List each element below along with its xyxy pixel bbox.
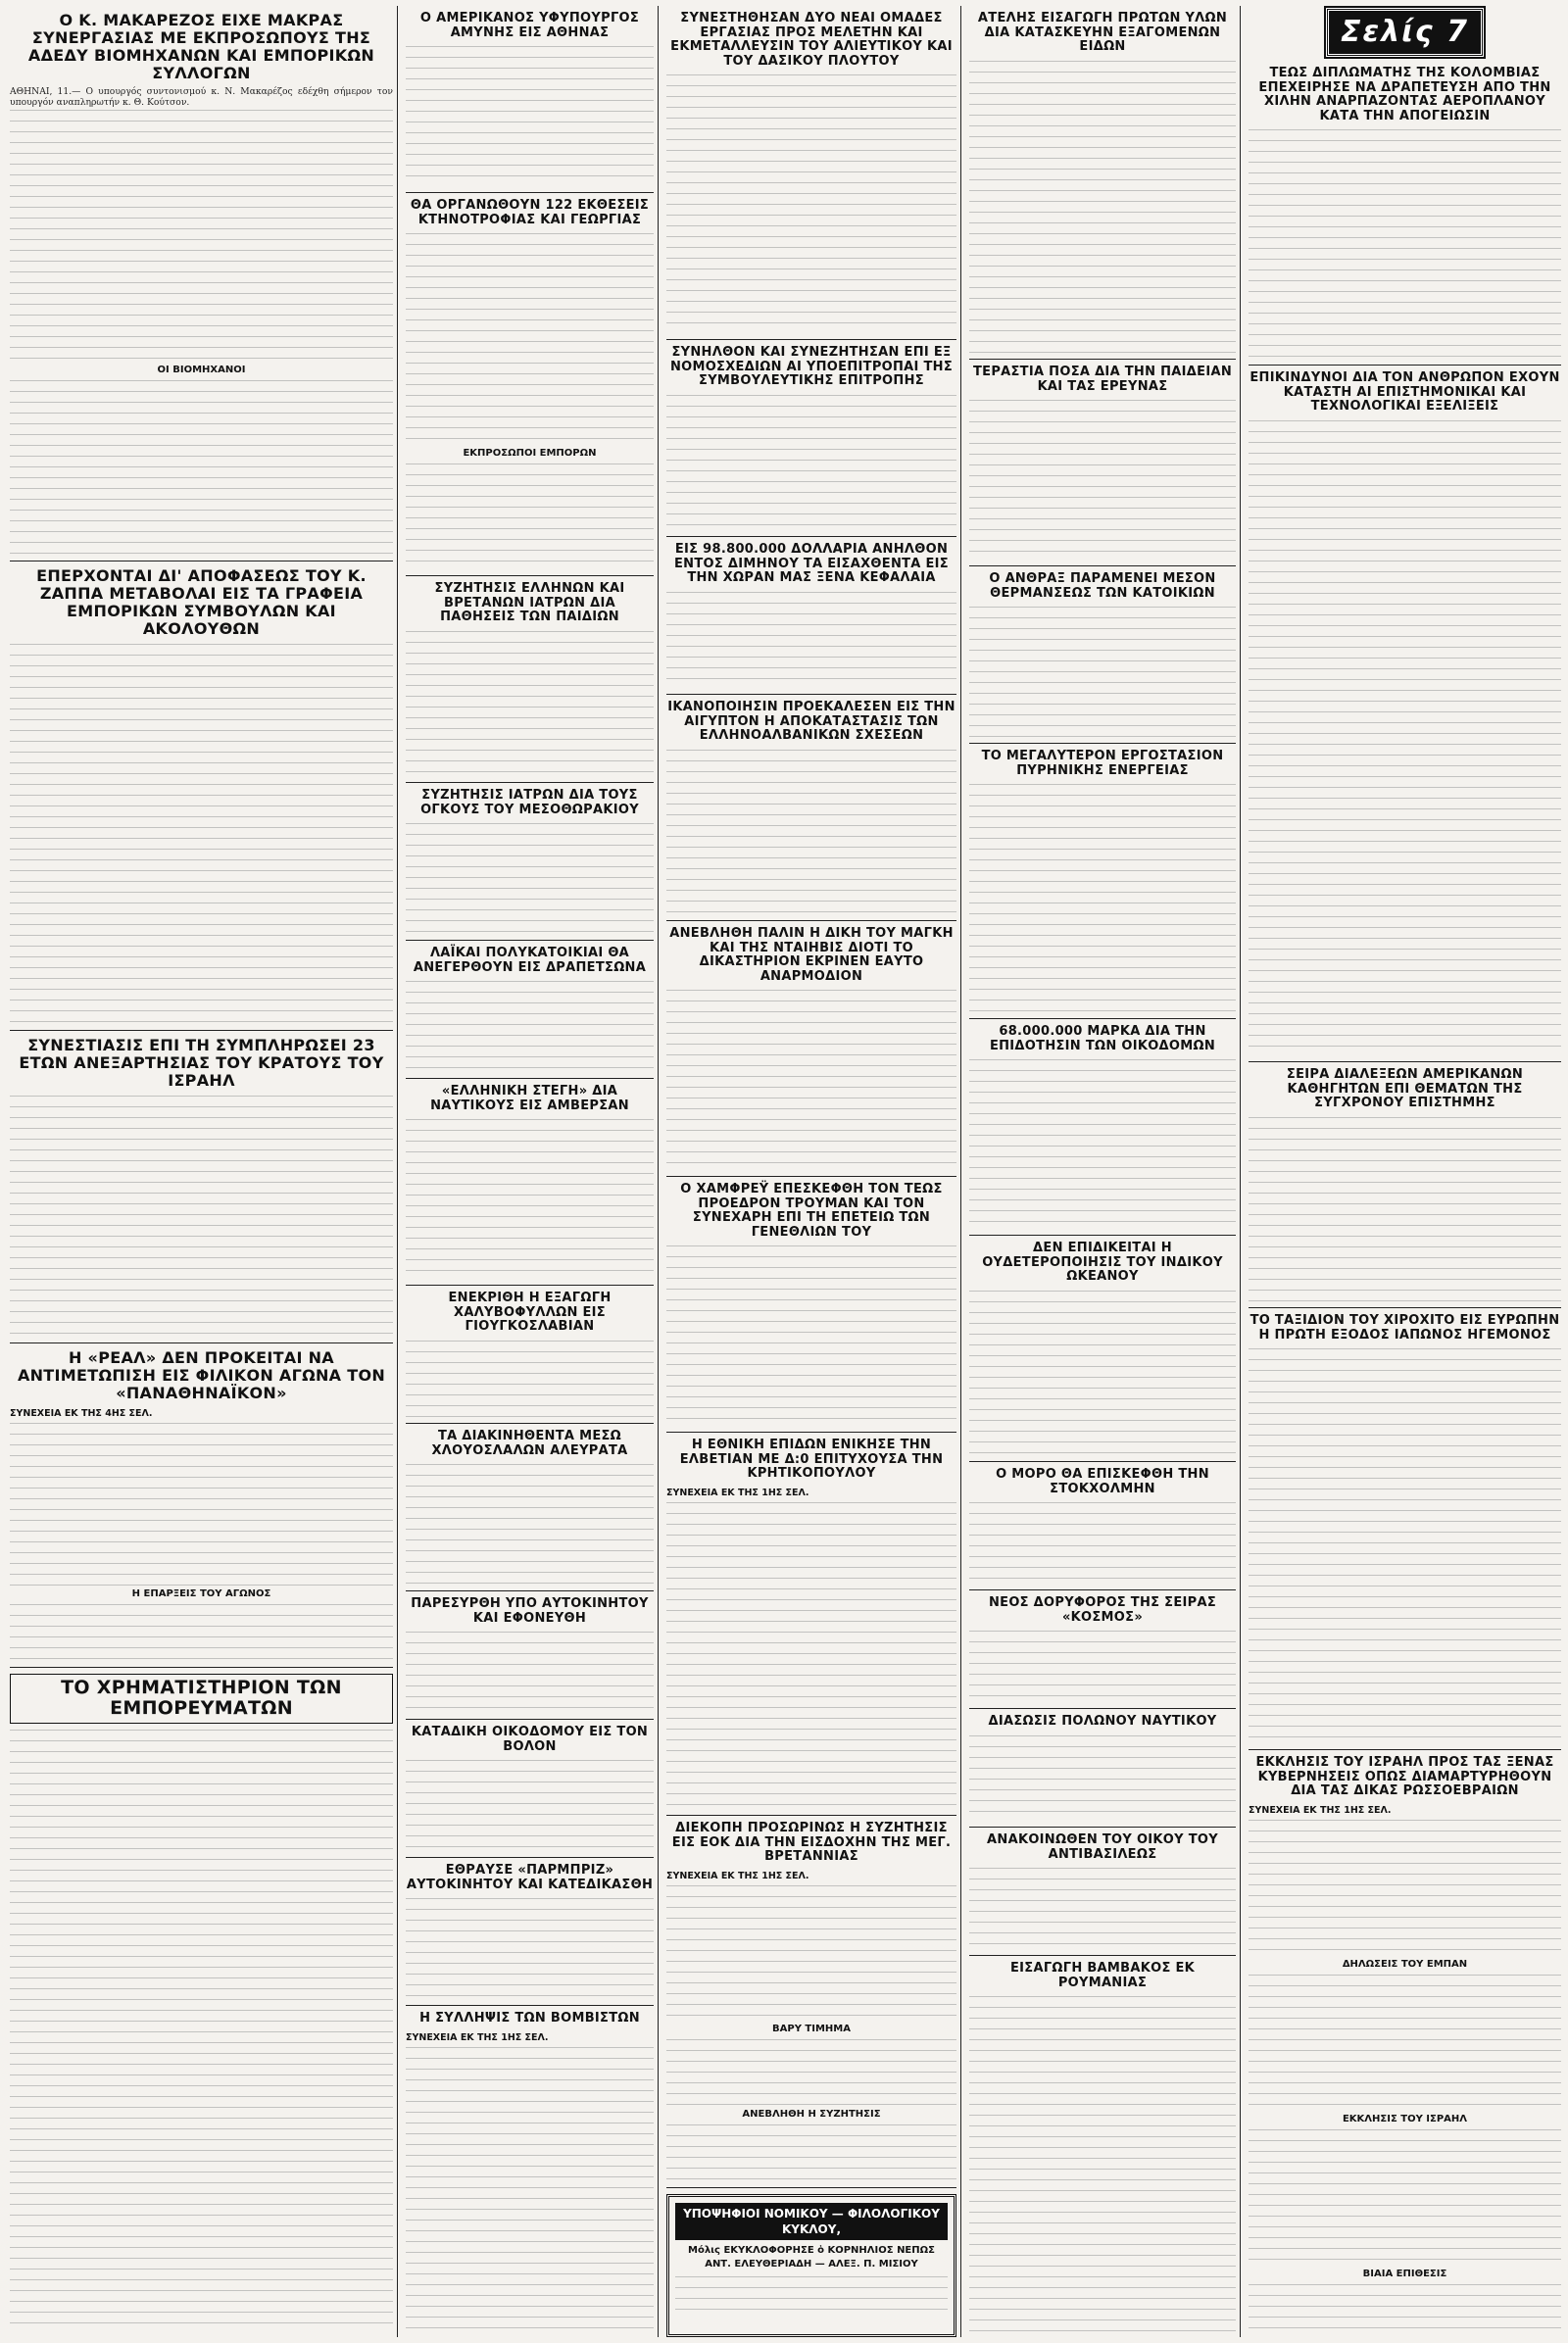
article-foreign-capital <box>666 537 956 695</box>
column-3 <box>662 6 961 2337</box>
headline: ΕΙΣ 98.800.000 ΔΟΛΛΑΡΙΑ ΑΝΗΛΘΟΝ ΕΝΤΟΣ ΔΙΜΗΝΟΥ ΤΑ ΕΙΣΑΧΘΕΝΤΑ ΕΙΣ ΤΗΝ ΧΩΡΑΝ ΜΑΣ ΞΕΝΑ ΚΕΦΑΛΑΙΑ <box>674 542 949 586</box>
headline: Η ΣΥΛΛΗΨΙΣ ΤΩΝ ΒΟΜΒΙΣΤΩΝ <box>419 2011 640 2026</box>
article-exhibitions <box>406 193 654 576</box>
headline: ΣΕΙΡΑ ΔΙΑΛΕΞΕΩΝ ΑΜΕΡΙΚΑΝΩΝ ΚΑΘΗΓΗΤΩΝ ΕΠΙ ΘΕΜΑΤΩΝ ΤΗΣ ΣΥΓΧΡΟΝΟΥ ΕΠΙΣΤΗΜΗΣ <box>1286 1067 1524 1111</box>
article-commodities-exchange <box>10 1668 393 2337</box>
body-text-lines <box>666 2123 956 2181</box>
subheading: Η ΕΠΑΡΞΕΙΣ ΤΟΥ ΑΓΩΝΟΣ <box>131 1588 271 1599</box>
article-coal-heating <box>969 566 1236 744</box>
subheading: ΕΚΠΡΟΣΩΠΟΙ ΕΜΠΟΡΩΝ <box>463 448 597 459</box>
headline: ΑΝΕΒΛΗΘΗ ΠΑΛΙΝ Η ΔΙΚΗ ΤΟΥ ΜΑΓΚΗ ΚΑΙ ΤΗΣ ΝΤΑΙΗΒΙΣ ΔΙΟΤΙ ΤΟ ΔΙΚΑΣΤΗΡΙΟΝ ΕΚΡΙΝΕΝ ΕΑΥΤΟ ΑΝΑΡΜΟΔΙΟΝ <box>669 926 954 984</box>
body-text-lines <box>969 1866 1236 1949</box>
column-2 <box>402 6 659 2337</box>
body-text-lines <box>666 1883 956 2021</box>
article-68-million-marks <box>969 1019 1236 1236</box>
continuation-label: ΣΥΝΕΧΕΙΑ ΕΚ ΤΗΣ 1ΗΣ ΣΕΛ. <box>1249 1804 1392 1816</box>
headline: Ο ΑΜΕΡΙΚΑΝΟΣ ΥΦΥΠΟΥΡΓΟΣ ΑΜΥΝΗΣ ΕΙΣ ΑΘΗΝΑΣ <box>419 11 640 40</box>
column-5 <box>1245 6 1565 2337</box>
body-text-lines <box>1249 2282 1561 2331</box>
body-text-lines <box>406 1462 654 1585</box>
headline: ΣΥΝΕΣΤΗΘΗΣΑΝ ΔΥΟ ΝΕΑΙ ΟΜΑΔΕΣ ΕΡΓΑΣΙΑΣ ΠΡΟΣ ΜΕΛΕΤΗΝ ΚΑΙ ΕΚΜΕΤΑΛΛΕΥΣΙΝ ΤΟΥ ΑΛΙΕΥΤΙΚΟΥ ΚΑΙ ΤΟΥ ΔΑΣΙΚΟΥ ΠΛΟΥΤΟΥ <box>670 11 953 69</box>
body-text-lines <box>969 1500 1236 1584</box>
article-zappas <box>10 561 393 1031</box>
article-kosmos-satellite <box>969 1590 1236 1709</box>
headline: ΣΥΝΕΣΤΙΑΣΙΣ ΕΠΙ ΤΗ ΣΥΜΠΛΗΡΩΣΕΙ 23 ΕΤΩΝ ΑΝΕΞΑΡΤΗΣΙΑΣ ΤΟΥ ΚΡΑΤΟΥΣ ΤΟΥ ΙΣΡΑΗΛ <box>19 1036 384 1090</box>
body-text-lines <box>1249 1346 1561 1743</box>
article-science-dangers <box>1249 366 1561 1062</box>
article-colombia-diplomat <box>1249 61 1561 366</box>
body-text-lines <box>406 1896 654 1999</box>
headline: Ο ΜΟΡΟ ΘΑ ΕΠΙΣΚΕΦΘΗ ΤΗΝ ΣΤΟΚΧΟΛΜΗΝ <box>996 1467 1209 1496</box>
article-real-panathinaikos <box>10 1343 393 1668</box>
headline: ΤΟ ΜΕΓΑΛΥΤΕΡΟΝ ΕΡΓΟΣΤΑΣΙΟΝ ΠΥΡΗΝΙΚΗΣ ΕΝΕΡΓΕΙΑΣ <box>981 749 1224 778</box>
article-hirohito-europe <box>1249 1308 1561 1750</box>
body-text-lines <box>1249 2127 1561 2266</box>
subheading: ΕΚΚΛΗΣΙΣ ΤΟΥ ΙΣΡΑΗΛ <box>1342 2113 1468 2124</box>
headline: ΔΙΑΣΩΣΙΣ ΠΟΛΩΝΟΥ ΝΑΥΤΙΚΟΥ <box>988 1714 1217 1729</box>
subheading: ΔΗΛΩΣΕΙΣ ΤΟΥ ΕΜΠΑΝ <box>1342 1958 1468 1970</box>
body-text-lines <box>666 988 956 1170</box>
article-education-research <box>969 360 1236 566</box>
article-drapetsona <box>406 941 654 1079</box>
article-nuclear-plant <box>969 744 1236 1019</box>
headline: Η ΕΘΝΙΚΗ ΕΠΙΔΩΝ ΕΝΙΚΗΣΕ ΤΗΝ ΕΛΒΕΤΙΑΝ ΜΕ Δ:0 ΕΠΙΤΥΧΟΥΣΑ ΤΗΝ ΚΡΗΤΙΚΟΠΟΥΛΟΥ <box>679 1438 944 1482</box>
subheading: ΒΙΑΙΑ ΕΠΙΘΕΣΙΣ <box>1362 2269 1447 2280</box>
article-car-accident <box>406 1591 654 1720</box>
article-flour <box>406 1424 654 1591</box>
body-text-lines <box>666 73 956 333</box>
body-text-lines <box>406 629 654 776</box>
continuation-label: ΣΥΝΕΧΕΙΑ ΕΚ ΤΗΣ 1ΗΣ ΣΕΛ. <box>406 2031 549 2043</box>
body-text-lines <box>406 462 654 569</box>
subheading: ΑΝΕΒΛΗΘΗ Η ΣΥΖΗΤΗΣΙΣ <box>742 2109 881 2120</box>
body-text-lines <box>969 59 1236 353</box>
body-text-lines <box>406 2045 654 2331</box>
headline: ΣΥΖΗΤΗΣΙΣ ΙΑΤΡΩΝ ΔΙΑ ΤΟΥΣ ΟΓΚΟΥΣ ΤΟΥ ΜΕΣΟΘΩΡΑΚΙΟΥ <box>420 788 639 817</box>
article-egypt-albania <box>666 695 956 921</box>
body-text-lines <box>969 1057 1236 1229</box>
book-advertisement <box>666 2194 956 2337</box>
headline: ΔΙΕΚΟΠΗ ΠΡΟΣΩΡΙΝΩΣ Η ΣΥΖΗΤΗΣΙΣ ΕΙΣ ΕΟΚ ΔΙΑ ΤΗΝ ΕΙΣΔΟΧΗΝ ΤΗΣ ΜΕΓ. ΒΡΕΤΑΝΝΙΑΣ <box>671 1821 952 1865</box>
headline: ΑΤΕΛΗΣ ΕΙΣΑΓΩΓΗ ΠΡΩΤΩΝ ΥΛΩΝ ΔΙΑ ΚΑΤΑΣΚΕΥΗΝ ΕΞΑΓΟΜΕΝΩΝ ΕΙΔΩΝ <box>977 11 1228 55</box>
headline: ΣΥΝΗΛΘΟΝ ΚΑΙ ΣΥΝΕΖΗΤΗΣΑΝ ΕΠΙ ΕΞ ΝΟΜΟΣΧΕΔΙΩΝ ΑΙ ΥΠΟΕΠΙΤΡΟΠΑΙ ΤΗΣ ΣΥΜΒΟΥΛΕΥΤΙΚΗΣ ΕΠΙΤΡΟΠΗΣ <box>669 345 954 389</box>
article-us-professors-lectures <box>1249 1062 1561 1308</box>
body-text-lines <box>406 231 654 445</box>
headline: ΣΥΖΗΤΗΣΙΣ ΕΛΛΗΝΩΝ ΚΑΙ ΒΡΕΤΑΝΩΝ ΙΑΤΡΩΝ ΔΙΑ ΠΑΘΗΣΕΙΣ ΤΩΝ ΠΑΙΔΙΩΝ <box>434 581 625 625</box>
headline: ΠΑΡΕΣΥΡΘΗ ΥΠΟ ΑΥΤΟΚΙΝΗΤΟΥ ΚΑΙ ΕΦΟΝΕΥΘΗ <box>411 1596 649 1626</box>
article-moro-stockholm <box>969 1462 1236 1590</box>
article-bombers-arrest <box>406 2006 654 2337</box>
body-text-lines <box>969 1289 1236 1455</box>
headline: Ο ΑΝΘΡΑΞ ΠΑΡΑΜΕΝΕΙ ΜΕΣΟΝ ΘΕΡΜΑΝΣΕΩΣ ΤΩΝ ΚΑΤΟΙΚΙΩΝ <box>989 571 1216 601</box>
subheading: ΒΑΡΥ ΤΙΜΗΜΑ <box>772 2024 851 2034</box>
headline: 68.000.000 ΜΑΡΚΑ ΔΙΑ ΤΗΝ ΕΠΙΔΟΤΗΣΙΝ ΤΩΝ ΟΙΚΟΔΟΜΩΝ <box>989 1024 1216 1053</box>
body-text-lines <box>969 782 1236 1012</box>
body-text-lines <box>406 1630 654 1713</box>
article-indian-ocean <box>969 1236 1236 1462</box>
headline: ΘΑ ΟΡΓΑΝΩΘΟΥΝ 122 ΕΚΘΕΣΕΙΣ ΚΤΗΝΟΤΡΟΦΙΑΣ ΚΑΙ ΓΕΩΡΓΙΑΣ <box>410 198 650 227</box>
headline: ΤΑ ΔΙΑΚΙΝΗΘΕΝΤΑ ΜΕΣΩ ΧΛΟΥΟΣΛΑΛΩΝ ΑΛΕΥΡΑΤΑ <box>431 1429 628 1458</box>
article-magkis-trial <box>666 921 956 1177</box>
body-text-lines <box>10 1421 393 1586</box>
article-doctors-children <box>406 576 654 783</box>
body-text-lines <box>969 398 1236 560</box>
body-text-lines <box>1249 1818 1561 1956</box>
column-4 <box>965 6 1241 2337</box>
body-text-lines <box>406 979 654 1072</box>
body-text-lines <box>10 1094 393 1337</box>
body-text-lines <box>10 108 393 362</box>
article-humphrey-truman <box>666 1177 956 1433</box>
body-text-lines <box>969 1733 1236 1821</box>
headline: ΚΑΤΑΔΙΚΗ ΟΙΚΟΔΟΜΟΥ ΕΙΣ ΤΟΝ ΒΟΛΟΝ <box>411 1725 649 1754</box>
body-text-lines <box>10 642 393 1024</box>
article-israel-dinner <box>10 1031 393 1343</box>
column-1 <box>6 6 398 2337</box>
body-text-lines <box>666 590 956 688</box>
body-text-lines <box>666 1500 956 1809</box>
article-regent-announcement <box>969 1828 1236 1956</box>
headline: ΤΟ ΤΑΞΙΔΙΟΝ ΤΟΥ ΧΙΡΟΧΙΤΟ ΕΙΣ ΕΥΡΩΠΗΝ Η ΠΡΩΤΗ ΕΞΟΔΟΣ ΙΑΠΩΝΟΣ ΗΓΕΜΟΝΟΣ <box>1250 1313 1560 1342</box>
subheading: ΟΙ ΒΙΟΜΗΧΑΝΟΙ <box>157 365 246 375</box>
article-greek-home <box>406 1079 654 1286</box>
body-text-lines <box>1249 127 1561 359</box>
headline: «ΕΛΛΗΝΙΚΗ ΣΤΕΓΗ» ΔΙΑ ΝΑΥΤΙΚΟΥΣ ΕΙΣ ΑΜΒΕΡΣΑΝ <box>430 1084 629 1113</box>
body-text-lines <box>10 378 393 555</box>
headline: ΕΙΣΑΓΩΓΗ ΒΑΜΒΑΚΟΣ ΕΚ ΡΟΥΜΑΝΙΑΣ <box>1009 1961 1196 1990</box>
headline: Ο Κ. ΜΑΚΑΡΕΖΟΣ ΕΙΧΕ ΜΑΚΡΑΣ ΣΥΝΕΡΓΑΣΙΑΣ ΜΕ ΕΚΠΡΟΣΩΠΟΥΣ ΤΗΣ ΑΔΕΔΥ ΒΙΟΜΗΧΑΝΩΝ ΚΑΙ ΕΜΠΟΡΙΚΩΝ ΣΥΛΛΟΓΩΝ <box>27 11 375 82</box>
body-text-lines <box>666 393 956 530</box>
continuation-label: ΣΥΝΕΧΕΙΑ ΕΚ ΤΗΣ 1ΗΣ ΣΕΛ. <box>666 1487 809 1498</box>
headline: ΑΝΑΚΟΙΝΩΘΕΝ ΤΟΥ ΟΙΚΟΥ ΤΟΥ ΑΝΤΙΒΑΣΙΛΕΩΣ <box>987 1832 1218 1862</box>
ad-line: ΑΝΤ. ΕΛΕΥΘΕΡΙΑΔΗ — ΑΛΕΞ. Π. ΜΙΣΙΟΥ <box>705 2258 918 2270</box>
headline: ΤΕΩΣ ΔΙΠΛΩΜΑΤΗΣ ΤΗΣ ΚΟΛΟΜΒΙΑΣ ΕΠΕΧΕΙΡΗΣΕ ΝΑ ΔΡΑΠΕΤΕΥΣΗ ΑΠΟ ΤΗΝ ΧΙΛΗΝ ΑΝΑΡΠΑΖΟΝΤΑΣ ΑΕΡΟΠΛΑΝΟΥ ΚΑΤΑ ΤΗΝ ΑΠΟΓΕΙΩΣΙΝ <box>1258 66 1551 123</box>
headline: ΕΠΙΚΙΝΔΥΝΟΙ ΔΙΑ ΤΟΝ ΑΝΘΡΩΠΟΝ ΕΧΟΥΝ ΚΑΤΑΣΤΗ ΑΙ ΕΠΙΣΤΗΜΟΝΙΚΑΙ ΚΑΙ ΤΕΧΝΟΛΟΓΙΚΑΙ ΕΞΕΛΙΞΕΙΣ <box>1250 370 1560 415</box>
article-doctors-tumors <box>406 783 654 941</box>
article-polish-sailor <box>969 1709 1236 1828</box>
newspaper-page <box>6 6 1562 2337</box>
body-text-lines <box>969 605 1236 737</box>
ad-text-lines <box>675 2274 948 2318</box>
headline: ΔΕΝ ΕΠΙΔΙΚΕΙΤΑΙ Η ΟΥΔΕΤΕΡΟΠΟΙΗΣΙΣ ΤΟΥ ΙΝΔΙΚΟΥ ΩΚΕΑΝΟΥ <box>982 1241 1223 1285</box>
headline: ΕΘΡΑΥΣΕ «ΠΑΡΜΠΡΙΖ» ΑΥΤΟΚΙΝΗΤΟΥ ΚΑΙ ΚΑΤΕΔΙΚΑΣΘΗ <box>406 1863 654 1892</box>
article-israel-appeal <box>1249 1750 1561 2337</box>
article-eec-britain <box>666 1816 956 2188</box>
article-windshield <box>406 1858 654 2006</box>
article-subcommittees <box>666 340 956 537</box>
body-text-lines <box>666 748 956 914</box>
headline: Η «ΡΕΑΛ» ΔΕΝ ΠΡΟΚΕΙΤΑΙ ΝΑ ΑΝΤΙΜΕΤΩΠΙΣΗ ΕΙΣ ΦΙΛΙΚΟΝ ΑΓΩΝΑ ΤΟΝ «ΠΑΝΑΘΗΝΑΪΚΟΝ» <box>17 1348 386 1402</box>
body-text-lines <box>406 44 654 186</box>
ad-title: ΥΠΟΨΗΦΙΟΙ ΝΟΜΙΚΟΥ — ΦΙΛΟΛΟΓΙΚΟΥ ΚΥΚΛΟΥ, <box>675 2203 948 2240</box>
article-raw-materials <box>969 6 1236 360</box>
body-text-lines <box>406 1117 654 1279</box>
headline: ΤΕΡΑΣΤΙΑ ΠΟΣΑ ΔΙΑ ΤΗΝ ΠΑΙΔΕΙΑΝ ΚΑΙ ΤΑΣ ΕΡΕΥΝΑΣ <box>972 365 1233 394</box>
article-romanian-cotton <box>969 1956 1236 2337</box>
continuation-label: ΣΥΝΕΧΕΙΑ ΕΚ ΤΗΣ 4ΗΣ ΣΕΛ. <box>10 1407 153 1419</box>
body-text-lines <box>666 1244 956 1426</box>
article-fishing-forest <box>666 6 956 340</box>
body-text-lines <box>406 821 654 934</box>
headline: ΤΟ ΧΡΗΜΑΤΙΣΤΗΡΙΟΝ ΤΩΝ ΕΜΠΟΡΕΥΜΑΤΩΝ <box>10 1674 393 1724</box>
body-text-lines <box>969 1994 1236 2331</box>
body-text-lines <box>406 1339 654 1417</box>
article-makarezos <box>10 6 393 561</box>
body-text-lines <box>10 1602 393 1661</box>
headline: ΕΚΚΛΗΣΙΣ ΤΟΥ ΙΣΡΑΗΛ ΠΡΟΣ ΤΑΣ ΞΕΝΑΣ ΚΥΒΕΡΝΗΣΕΙΣ ΟΠΩΣ ΔΙΑΜΑΡΤΥΡΗΘΟΥΝ ΔΙΑ ΤΑΣ ΔΙΚΑΣ ΡΩΣΣΟΕΒΡΑΙΩΝ <box>1255 1755 1554 1799</box>
article-us-undersecretary <box>406 6 654 193</box>
page-number-logo: Σελίς 7 <box>1326 8 1484 57</box>
body-text-lines <box>1249 418 1561 1055</box>
headline: ΙΚΑΝΟΠΟΙΗΣΙΝ ΠΡΟΕΚΑΛΕΣΕΝ ΕΙΣ ΤΗΝ ΑΙΓΥΠΤΟΝ Η ΑΠΟΚΑΤΑΣΤΑΣΙΣ ΤΩΝ ΕΛΛΗΝΟΑΛΒΑΝΙΚΩΝ ΣΧΕΣΕΩΝ <box>667 700 956 744</box>
headline: ΝΕΟΣ ΔΟΡΥΦΟΡΟΣ ΤΗΣ ΣΕΙΡΑΣ «ΚΟΣΜΟΣ» <box>988 1595 1217 1625</box>
headline: ΕΠΕΡΧΟΝΤΑΙ ΔΙ' ΑΠΟΦΑΣΕΩΣ ΤΟΥ Κ. ΖΑΠΠΑ ΜΕΤΑΒΟΛΑΙ ΕΙΣ ΤΑ ΓΡΑΦΕΙΑ ΕΜΠΟΡΙΚΩΝ ΣΥΜΒΟΥΛΩΝ ΚΑΙ ΑΚΟΛΟΥΘΩΝ <box>36 566 367 638</box>
body-text-lines <box>10 1728 393 2331</box>
article-builder-conviction <box>406 1720 654 1858</box>
article-lead: ΑΘΗΝΑΙ, 11.— Ο υπουργός συντονισμού κ. Ν. Μακαρέζος εδέχθη σήμερον τον υπουργόν αναπληρωτήν κ. Θ. Κούτσον. <box>10 85 393 108</box>
body-text-lines <box>969 1629 1236 1702</box>
ad-line: Μόλις ΕΚΥΚΛΟΦΟΡΗΣΕ ὁ ΚΟΡΝΗΛΙΟΣ ΝΕΠΩΣ <box>688 2245 935 2257</box>
article-steel-export <box>406 1286 654 1424</box>
body-text-lines <box>1249 1973 1561 2111</box>
continuation-label: ΣΥΝΕΧΕΙΑ ΕΚ ΤΗΣ 1ΗΣ ΣΕΛ. <box>666 1870 809 1881</box>
body-text-lines <box>666 2037 956 2106</box>
headline: Ο ΧΑΜΦΡΕΫ ΕΠΕΣΚΕΦΘΗ ΤΟΝ ΤΕΩΣ ΠΡΟΕΔΡΟΝ ΤΡΟΥΜΑΝ ΚΑΙ ΤΟΝ ΣΥΝΕΧΑΡΗ ΕΠΙ ΤΗ ΕΠΕΤΕΙΩ ΤΩΝ ΓΕΝΕΘΛΙΩΝ ΤΟΥ <box>680 1182 943 1240</box>
article-fencing-team <box>666 1433 956 1816</box>
body-text-lines <box>406 1758 654 1851</box>
headline: ΛΑΪΚΑΙ ΠΟΛΥΚΑΤΟΙΚΙΑΙ ΘΑ ΑΝΕΓΕΡΘΟΥΝ ΕΙΣ ΔΡΑΠΕΤΣΩΝΑ <box>413 946 647 975</box>
body-text-lines <box>1249 1115 1561 1301</box>
headline: ΕΝΕΚΡΙΘΗ Η ΕΞΑΓΩΓΗ ΧΑΛΥΒΟΦΥΛΛΩΝ ΕΙΣ ΓΙΟΥΓΚΟΣΛΑΒΙΑΝ <box>448 1291 612 1335</box>
